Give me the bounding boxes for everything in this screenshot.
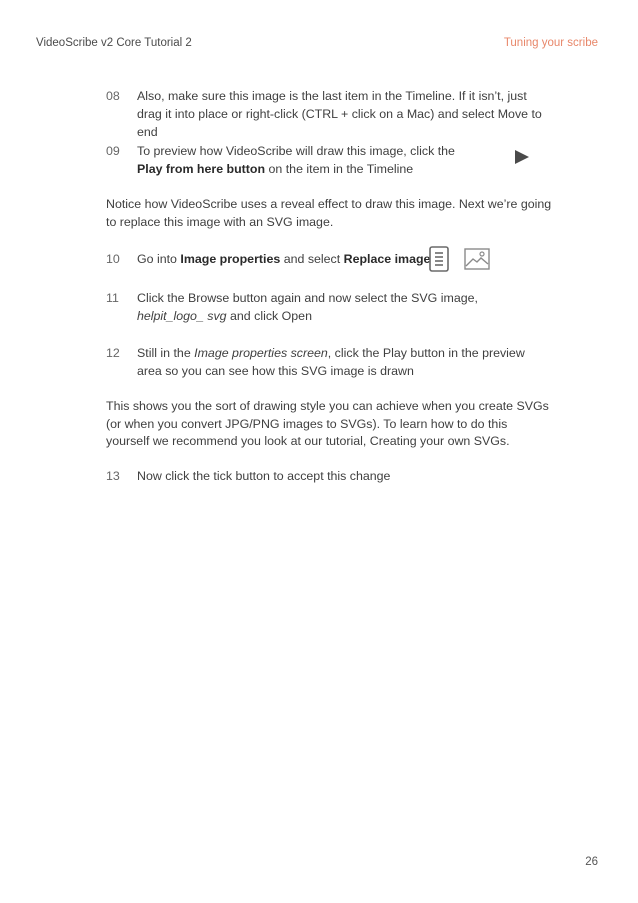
step-text: Now click the tick button to accept this change <box>137 469 391 483</box>
step-text: To preview how VideoScribe will draw this image, click the Play from here button on the item in the Timeline <box>137 144 455 176</box>
paragraph-drawing-style: This shows you the sort of drawing style you can achieve when you create SVGs (or when you convert JPG/PNG images to SVGs). To learn how to do this yourself we recommend you look at our tutorial, Creating your own SVGs. <box>106 399 549 448</box>
page-number: 26 <box>585 856 598 868</box>
step-text: Go into Image properties and select Replace image <box>137 252 431 266</box>
step-text: Click the Browse button again and now select the SVG image, helpit_logo_ svg and click Open <box>137 291 478 323</box>
step-text: Also, make sure this image is the last item in the Timeline. If it isn’t, just drag it into place or right-click (CTRL + click on a Mac) and select Move to end <box>137 89 542 139</box>
step-text: Still in the Image properties screen, click the Play button in the preview area so you can see how this SVG image is drawn <box>137 346 525 378</box>
step-09 <box>106 142 456 182</box>
step-08 <box>106 87 546 139</box>
play-icon <box>515 150 529 164</box>
image-icon <box>464 248 490 270</box>
step-number: 09 <box>106 144 120 158</box>
step-number: 08 <box>106 89 120 103</box>
step-12 <box>106 344 546 384</box>
document-title: VideoScribe v2 Core Tutorial 2 <box>36 37 192 49</box>
step-number: 13 <box>106 469 120 483</box>
document-icon <box>428 246 450 272</box>
step-number: 11 <box>106 291 119 305</box>
step-13 <box>106 467 546 487</box>
section-title: Tuning your scribe <box>503 37 598 49</box>
step-number: 10 <box>106 252 120 266</box>
paragraph-reveal-effect: Notice how VideoScribe uses a reveal effect to draw this image. Next we’re going to replace this image with an SVG image. <box>106 197 552 229</box>
step-number: 12 <box>106 346 120 360</box>
step-11 <box>106 289 546 329</box>
